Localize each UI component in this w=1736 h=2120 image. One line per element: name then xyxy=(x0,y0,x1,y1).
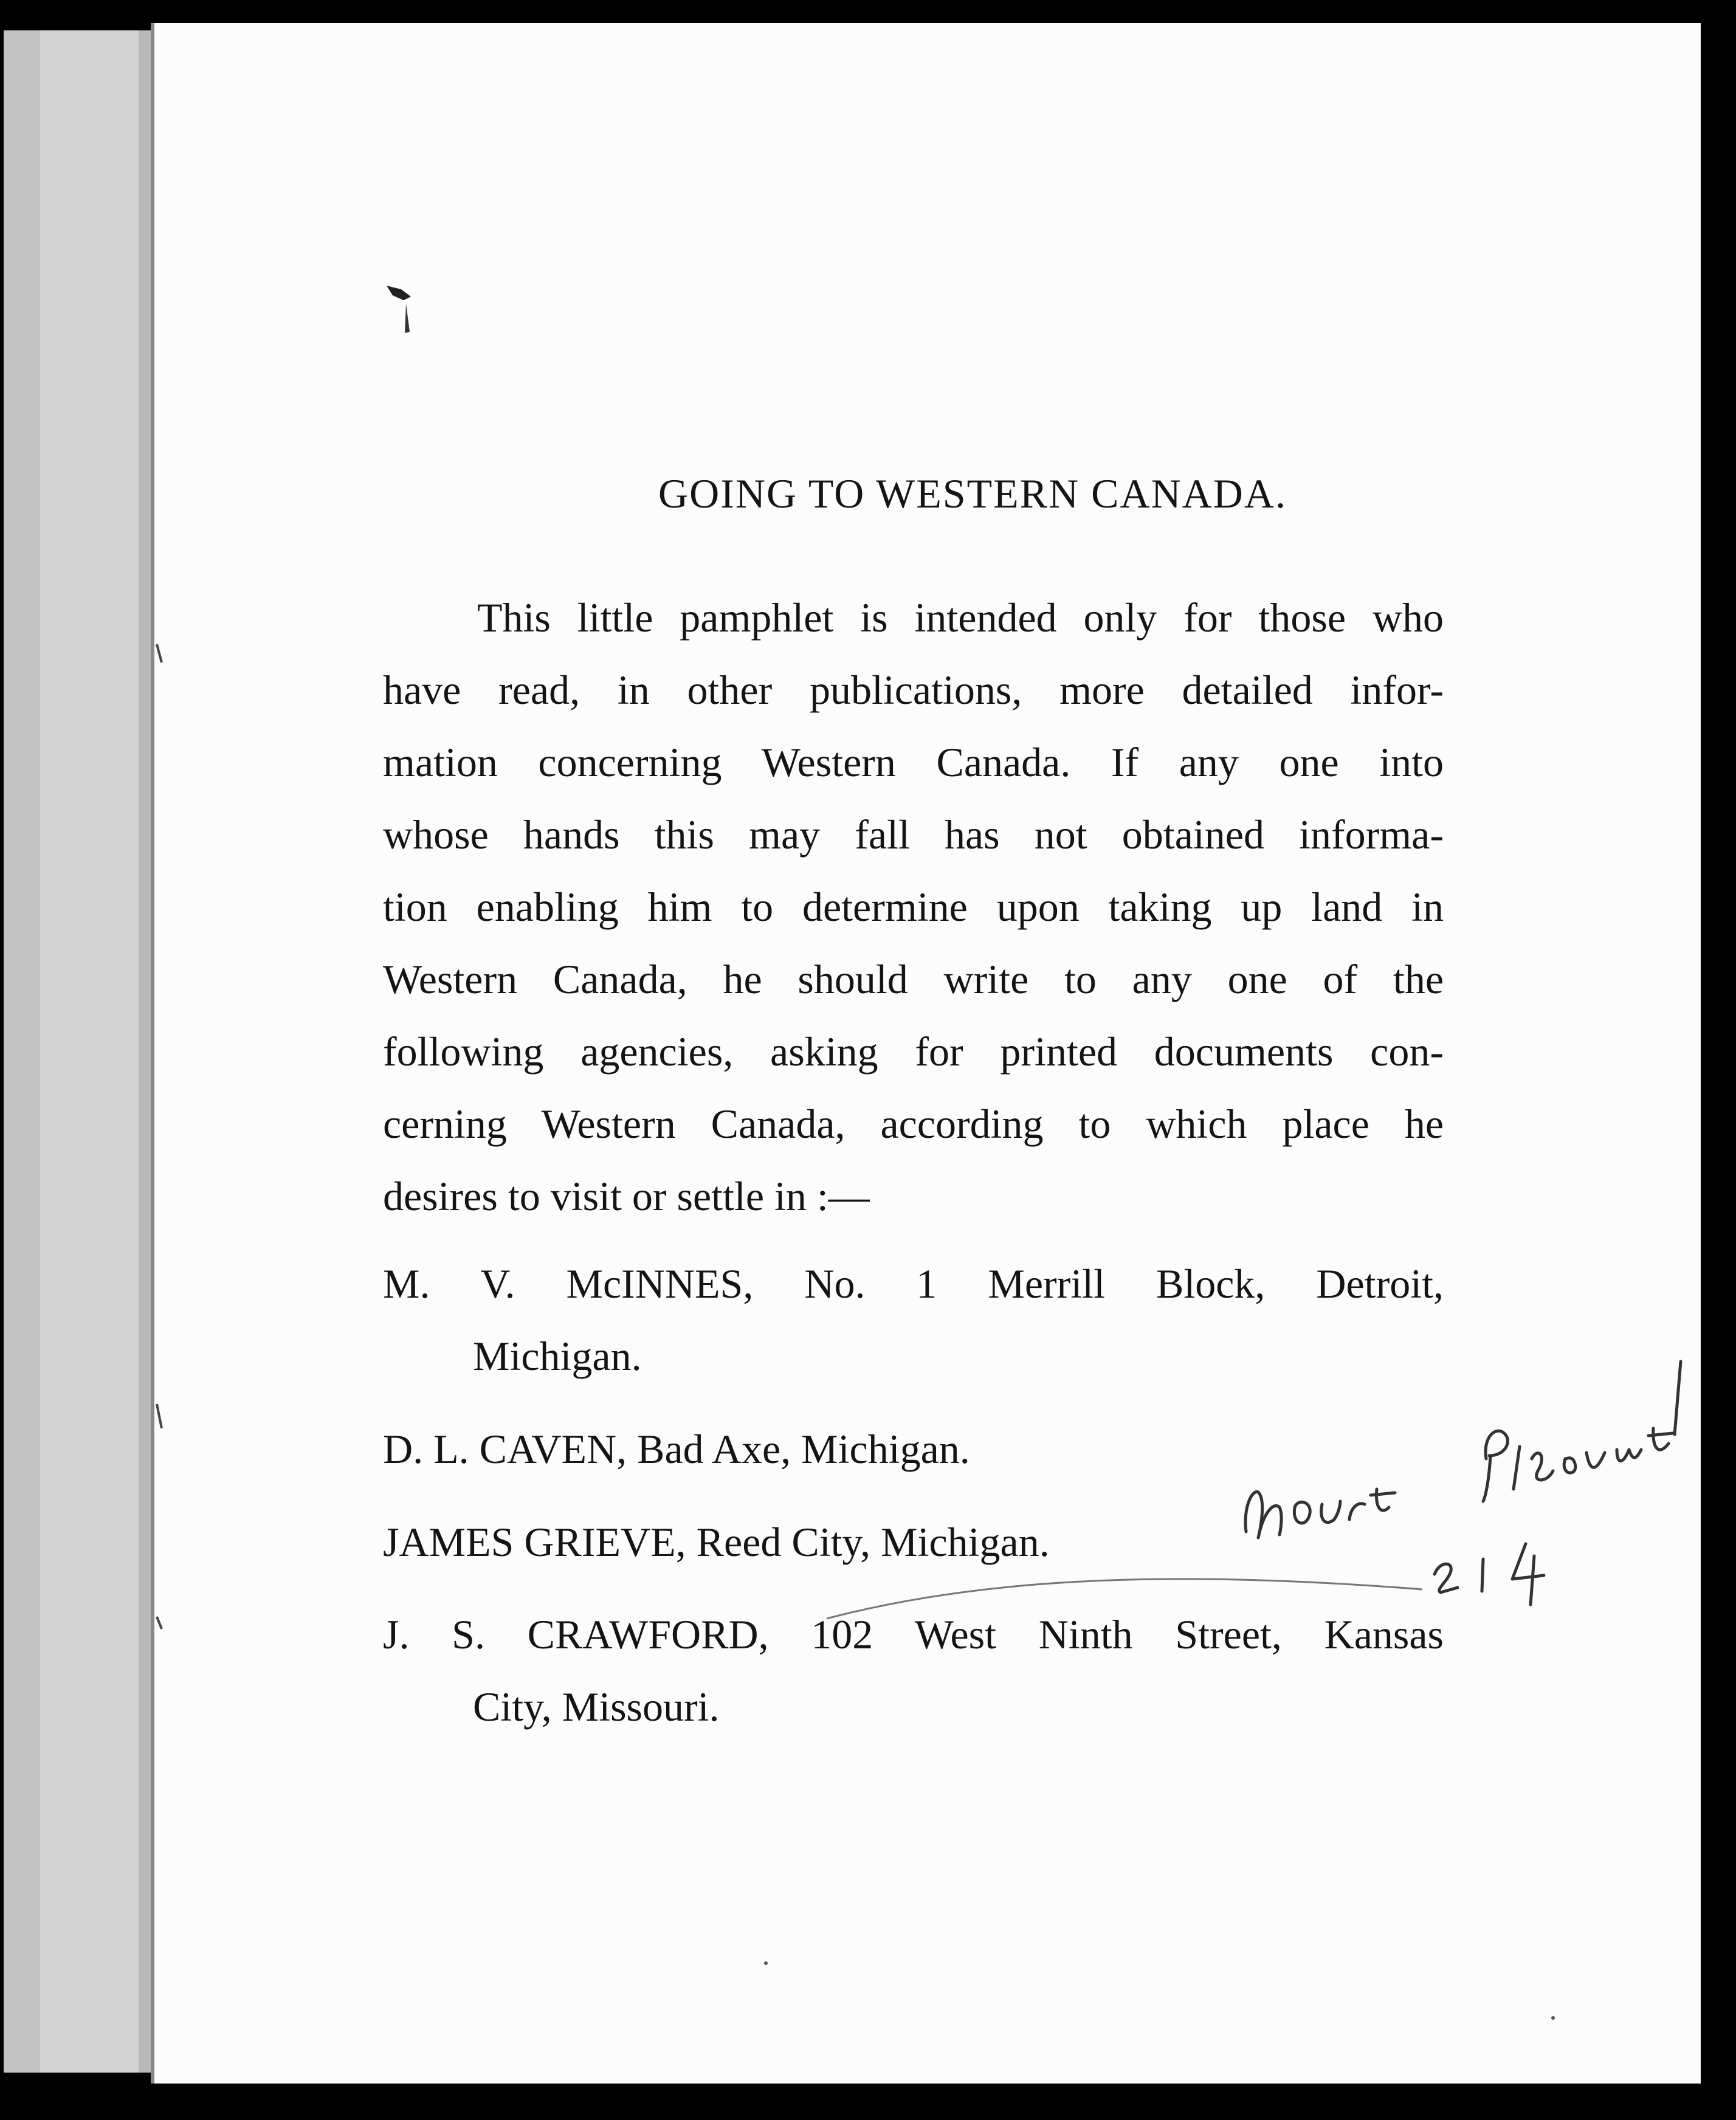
agency-4-line-2: City, Missouri. xyxy=(473,1684,720,1730)
page-title: GOING TO WESTERN CANADA. xyxy=(658,470,1287,517)
paragraph-line-7: following agencies, asking for printed documents con- xyxy=(383,1028,1444,1075)
paragraph-line-5: tion enabling him to determine upon taking up land in xyxy=(383,884,1444,930)
paragraph-line-2: have read, in other publications, more detailed infor- xyxy=(383,667,1444,713)
agency-3: JAMES GRIEVE, Reed City, Michigan. xyxy=(383,1519,1050,1565)
paragraph-line-3: mation concerning Western Canada. If any one into xyxy=(383,739,1444,785)
paragraph-line-6: Western Canada, he should write to any one of the xyxy=(383,956,1444,1002)
agency-4-line-1: J. S. CRAWFORD, 102 West Ninth Street, Kansas xyxy=(383,1611,1444,1657)
agency-1-line-1: M. V. McINNES, No. 1 Merrill Block, Detroit, xyxy=(383,1261,1444,1307)
paragraph-line-4: whose hands this may fall has not obtained informa- xyxy=(383,811,1444,858)
agency-1-line-2: Michigan. xyxy=(473,1333,642,1379)
paragraph-line-9: desires to visit or settle in :— xyxy=(383,1173,870,1219)
paragraph-line-1: This little pamphlet is intended only for those who xyxy=(477,594,1444,641)
paragraph-line-8: cerning Western Canada, according to which place he xyxy=(383,1101,1444,1147)
agency-2: D. L. CAVEN, Bad Axe, Michigan. xyxy=(383,1426,970,1472)
